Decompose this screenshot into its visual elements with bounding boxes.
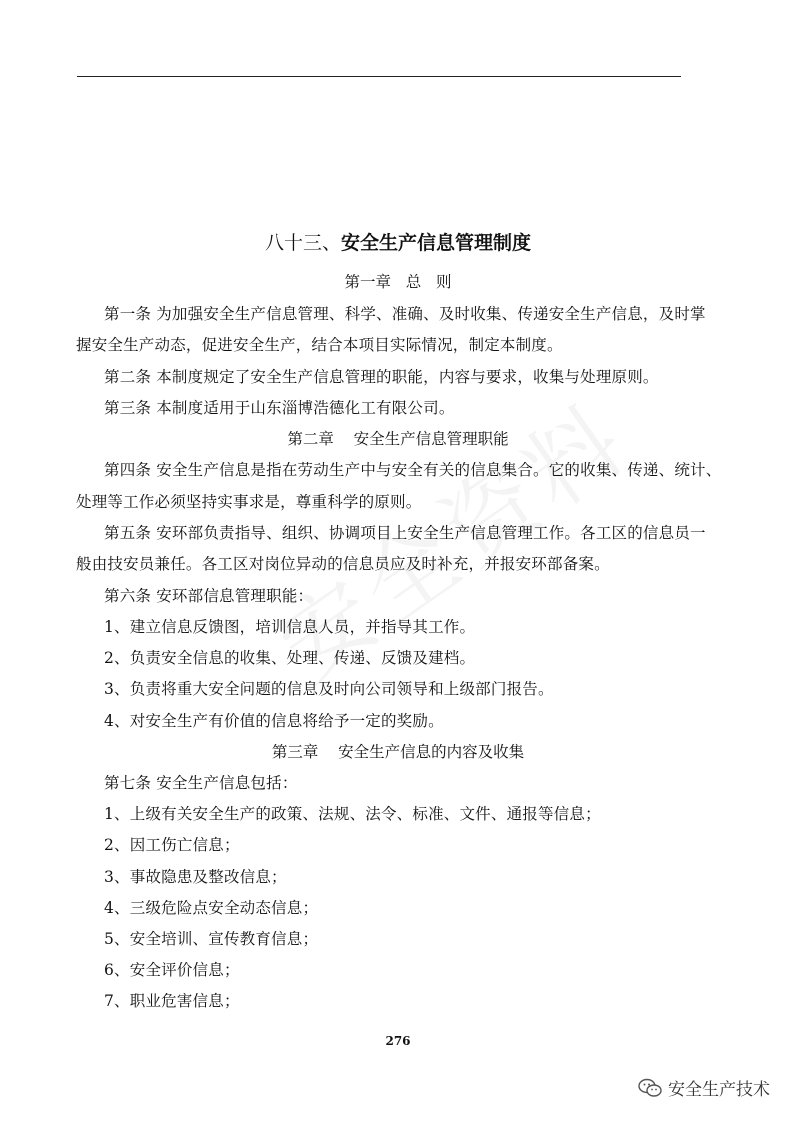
- article-4-line-1: 第四条 安全生产信息是指在劳动生产中与安全有关的信息集合。它的收集、传递、统计、: [104, 461, 722, 479]
- article-6-item: 3、负责将重大安全问题的信息及时向公司领导和上级部门报告。: [104, 680, 554, 698]
- chapter-1-heading: 第一章 总 则: [344, 273, 452, 291]
- header-rule: [77, 76, 681, 77]
- title-text: 安全生产信息管理制度: [341, 232, 532, 254]
- article-7-item: 7、职业危害信息；: [104, 992, 240, 1010]
- page-number: 276: [385, 1034, 411, 1048]
- brand-badge[interactable]: [638, 1075, 770, 1100]
- article-7-item: 5、安全培训、宣传教育信息；: [104, 930, 319, 948]
- article-7-item: 6、安全评价信息；: [104, 961, 240, 979]
- article-6-item: 1、建立信息反馈图，培训信息人员，并指导其工作。: [104, 618, 476, 636]
- article-5-line-1: 第五条 安环部负责指导、组织、协调项目上安全生产信息管理工作。各工区的信息员一: [104, 524, 706, 542]
- article-4-line-2: 处理等工作必须坚持实事求是，尊重科学的原则。: [76, 493, 422, 511]
- document-title: [0, 228, 796, 255]
- wechat-icon: [638, 1078, 662, 1098]
- title-number: 八十三、: [264, 232, 341, 254]
- article-1-line-1: 第一条 为加强安全生产信息管理、科学、准确、及时收集、传递安全生产信息，及时掌: [104, 305, 706, 323]
- article-7-item: 2、因工伤亡信息；: [104, 836, 240, 854]
- article-2: 第二条 本制度规定了安全生产信息管理的职能，内容与要求，收集与处理原则。: [104, 368, 659, 386]
- article-7: 第七条 安全生产信息包括：: [104, 774, 298, 792]
- article-6: 第六条 安环部信息管理职能：: [104, 587, 314, 605]
- article-6-item: 4、对安全生产有价值的信息将给予一定的奖励。: [104, 712, 444, 730]
- article-3: 第三条 本制度适用于山东淄博浩德化工有限公司。: [104, 399, 455, 417]
- article-5-line-2: 般由技安员兼任。各工区对岗位异动的信息员应及时补充，并报安环部备案。: [76, 555, 610, 573]
- article-6-item: 2、负责安全信息的收集、处理、传递、反馈及建档。: [104, 649, 476, 667]
- article-7-item: 4、三级危险点安全动态信息；: [104, 899, 319, 917]
- chapter-3-heading: 第三章 安全生产信息的内容及收集: [271, 743, 525, 761]
- article-7-item: 3、事故隐患及整改信息；: [104, 868, 287, 886]
- brand-name: 安全生产技术: [668, 1080, 770, 1100]
- article-1-line-2: 握安全生产动态，促进安全生产，结合本项目实际情况，制定本制度。: [76, 336, 563, 354]
- chapter-2-heading: 第二章 安全生产信息管理职能: [287, 430, 509, 448]
- article-7-item: 1、上级有关安全生产的政策、法规、法令、标准、文件、通报等信息；: [104, 805, 601, 823]
